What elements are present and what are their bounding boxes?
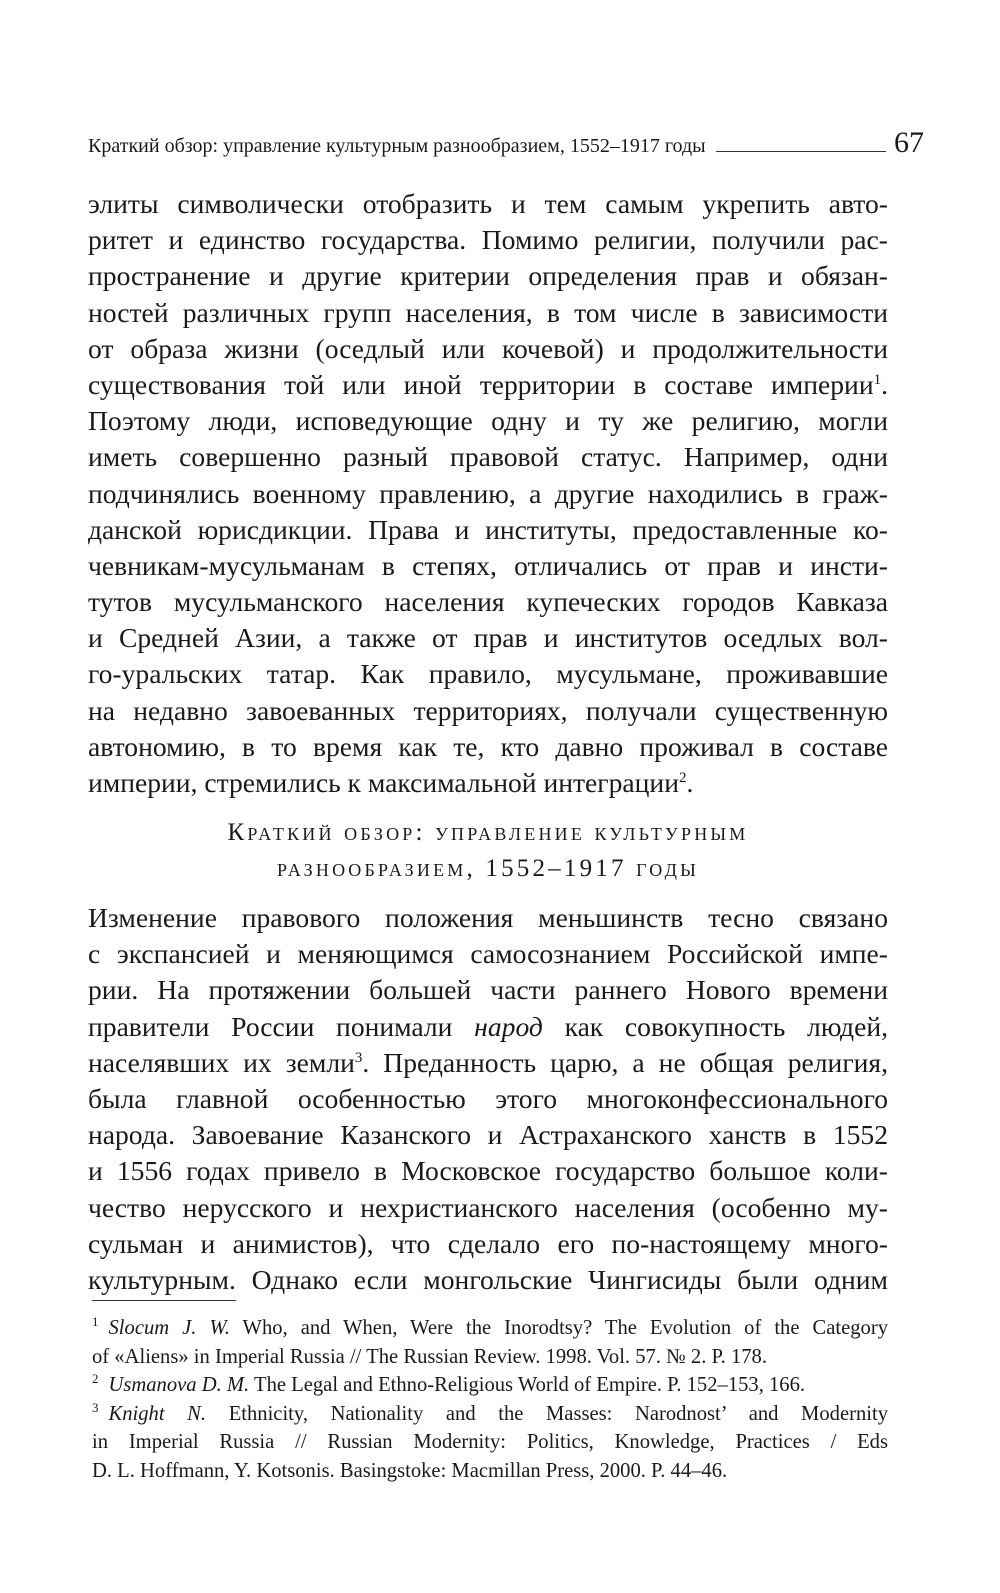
text-line: элиты символически отобразить и тем самым укрепить авто- <box>88 188 888 219</box>
footnote-1 <box>92 1314 888 1371</box>
footnote-line: in Imperial Russia // Russian Modernity: Politics, Knowledge, Practices / Eds <box>92 1431 888 1453</box>
text-line: от образа жизни (оседлый или кочевой) и продолжительности <box>88 332 888 364</box>
italic-term: народ <box>474 1010 543 1042</box>
footnotes <box>92 1314 888 1485</box>
text-line: чество нерусского и нехристианского населения (особенно му- <box>88 1191 888 1223</box>
running-head-rule <box>716 151 886 152</box>
page-number: 67 <box>894 126 924 159</box>
footnote-author: Usmanova D. M. <box>108 1374 250 1396</box>
footnote-line <box>92 1371 888 1400</box>
footnote-line <box>92 1400 888 1429</box>
text-line: сульман и анимистов), что сделало его по-настоящему много- <box>88 1227 888 1259</box>
text-fragment: . <box>881 368 888 400</box>
text-line: культурным. Однако если монгольские Чингисиды были одним <box>88 1263 888 1295</box>
footnote-ref-1: 1 <box>873 371 882 388</box>
text-line: ностей различных групп населения, в том числе в зависимости <box>88 296 888 328</box>
footnote-line: of «Aliens» in Imperial Russia // The Russian Review. 1998. Vol. 57. № 2. P. 178. <box>92 1345 768 1368</box>
text-line: ритет и единство государства. Помимо религии, получили рас- <box>88 224 888 256</box>
footnote-number: 1 <box>92 1314 99 1330</box>
footnote-2 <box>92 1371 888 1400</box>
text-line: была главной особенностью этого многоконфессионального <box>88 1082 888 1114</box>
footnote-text: The Legal and Ethno-Religious World of Empire. P. 152–153, 166. <box>249 1374 806 1396</box>
text-line: данской юрисдикции. Права и институты, предоставленные ко- <box>88 513 888 545</box>
text-line <box>88 765 888 801</box>
footnote-author: Knight N. <box>108 1402 207 1425</box>
footnote-3 <box>92 1400 888 1486</box>
footnote-text: Who, and When, Were the Inorodtsy? The Evolution of the Category <box>229 1317 888 1339</box>
text-line: на недавно завоеванных территориях, получали существенную <box>88 694 888 726</box>
text-line: с экспансией и меняющимся самосознанием Российской импе- <box>88 938 888 970</box>
text-line: народа. Завоевание Казанского и Астраханского ханств в 1552 <box>88 1119 888 1151</box>
text-line: пространение и другие критерии определения прав и обязан- <box>88 260 888 292</box>
text-line: чевникам-мусульманам в степях, отличались от прав и инсти- <box>88 549 888 581</box>
text-fragment: правители России понимали <box>88 1010 475 1042</box>
text-line <box>88 367 888 403</box>
footnote-line: D. L. Hoffmann, Y. Kotsonis. Basingstoke: Macmillan Press, 2000. P. 44–46. <box>92 1459 728 1482</box>
paragraph-continued <box>88 186 888 801</box>
running-head-title: Краткий обзор: управление культурным разнообразием, 1552–1917 годы <box>88 135 706 157</box>
footnote-line <box>92 1314 888 1343</box>
section-heading-line: разнообразием, 1552–1917 годы <box>277 855 699 882</box>
footnote-number: 2 <box>92 1371 99 1387</box>
section-heading <box>88 815 888 887</box>
text-line: и 1556 годах привело в Московское государство большое коли- <box>88 1155 888 1187</box>
text-fragment: . Преданность царю, а не общая религия, <box>362 1046 888 1078</box>
text-line <box>88 1009 888 1045</box>
text-line: и Средней Азии, а также от прав и институтов оседлых вол- <box>88 622 888 654</box>
running-head <box>88 118 924 158</box>
footnote-separator <box>92 1300 236 1301</box>
paragraph-section <box>88 900 888 1298</box>
section-heading-line: Краткий обзор: управление культурным <box>227 819 749 846</box>
text-line: тутов мусульманского населения купеческих городов Кавказа <box>88 586 888 618</box>
text-line: Поэтому люди, исповедующие одну и ту же религию, могли <box>88 405 888 437</box>
footnote-author: Slocum J. W. <box>108 1317 230 1339</box>
text-line: рии. На протяжении большей части раннего Нового времени <box>88 974 888 1006</box>
footnote-ref-2: 2 <box>678 769 687 786</box>
text-line <box>88 1045 888 1081</box>
text-fragment: . <box>686 767 694 798</box>
text-line: автономию, в то время как те, кто давно проживал в составе <box>88 730 888 762</box>
text-line: подчинялись военному правлению, а другие находились в граж- <box>88 477 888 509</box>
footnote-ref-3: 3 <box>354 1049 363 1066</box>
text-fragment: империи, стремились к максимальной интеграции <box>88 767 679 798</box>
footnote-number: 3 <box>92 1399 99 1415</box>
footnote-text: Ethnicity, Nationality and the Masses: Narodnost’ and Modernity <box>206 1402 888 1425</box>
text-fragment: существования той или иной территории в составе империи <box>88 368 874 400</box>
text-line: го-уральских татар. Как правило, мусульмане, проживавшие <box>88 658 888 690</box>
text-line: Изменение правового положения меньшинств тесно связано <box>88 902 888 933</box>
text-line: иметь совершенно разный правовой статус. Например, одни <box>88 441 888 473</box>
text-fragment: как совокупность людей, <box>542 1010 888 1042</box>
text-fragment: населявших их земли <box>88 1046 355 1078</box>
